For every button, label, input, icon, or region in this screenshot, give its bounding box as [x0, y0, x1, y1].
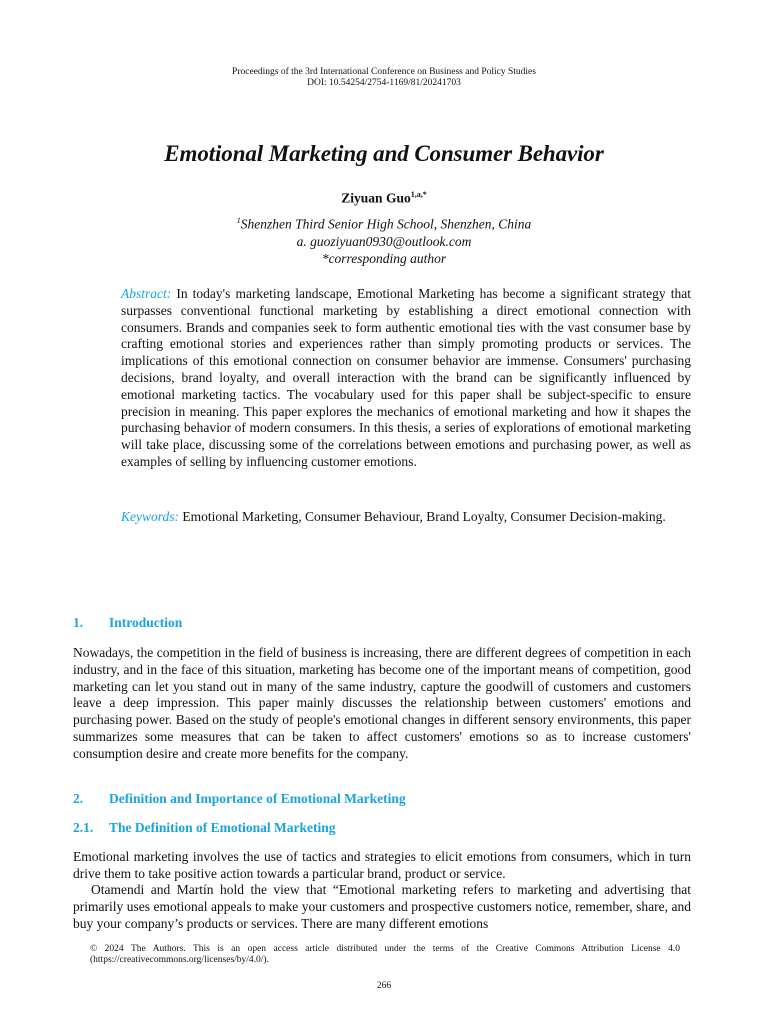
keywords — [121, 509, 691, 526]
subsection-number: 2.1. — [73, 820, 94, 835]
definition-paragraph-2: Otamendi and Martín hold the view that “Emotional marketing refers to marketing and advertising that primarily uses emotional appeals to make your customers and prospective customers notice, remember, share, and buy your company’s products or services. There are many different emotions — [73, 882, 691, 931]
section-number: 2. — [73, 791, 84, 806]
author-email: a. guoziyuan0930@outlook.com — [296, 233, 472, 249]
keywords-text: Emotional Marketing, Consumer Behaviour, Brand Loyalty, Consumer Decision-making. — [182, 509, 666, 524]
author-line — [0, 190, 768, 207]
affiliation-block — [0, 212, 768, 267]
keywords-label: Keywords: — [121, 509, 179, 524]
author-name: Ziyuan Guo — [341, 190, 411, 206]
section-number: 1. — [73, 615, 84, 630]
affiliation-institution: Shenzhen Third Senior High School, Shenzhen, China — [240, 216, 532, 232]
author-superscript: 1,a,* — [410, 190, 427, 199]
introduction-paragraph: Nowadays, the competition in the field of business is increasing, there are different degrees of competition in each industry, and in the face of this situation, marketing has become one of the important means of competition, good marketing can let you stand out in many of the same industry, capture the goodwill of customers and customers leave a deep impression. This paper mainly discusses the relationship between customers' emotions and purchasing power. Based on the study of people's emotional changes in different sensory environments, this paper summarizes some measures that can be taken to affect customers' emotions so as to increase customers' consumption desire and create more benefits for the company. — [73, 645, 691, 761]
section-heading-introduction — [73, 615, 182, 631]
affiliation-line — [0, 212, 768, 233]
corresponding-author-note: *corresponding author — [321, 250, 447, 266]
definition-paragraph-1: Emotional marketing involves the use of tactics and strategies to elicit emotions from consumers, which in turn drive them to take positive action towards a particular brand, product or service. — [73, 849, 691, 881]
header-proceedings: Proceedings of the 3rd International Conference on Business and Policy Studies — [232, 67, 536, 77]
abstract — [121, 286, 691, 471]
subsection-title: The Definition of Emotional Marketing — [109, 820, 336, 835]
paper-title: Emotional Marketing and Consumer Behavior — [164, 141, 604, 166]
abstract-text: In today's marketing landscape, Emotional Marketing has become a significant strategy that surpasses conventional functional marketing by establishing a direct emotional connection with consumers. Brands and companies seek to form authentic emotional ties with the vast consumer base by crafting emotional stories and experiences rather than simply promoting products or services. The implications of this emotional connection on consumer behavior are immense. Consumers' purchasing decisions, brand loyalty, and overall interaction with the brand can be significantly influenced by emotional marketing tactics. The vocabulary used for this paper shall be subject-specific to ensure precision in meaning. This paper explores the mechanics of emotional marketing and how it shapes the purchasing behavior of modern consumers. In this thesis, a series of explorations of emotional marketing will take place, discussing some of the correlations between emotions and purchasing power, as well as examples of selling by influencing customer emotions. — [121, 286, 691, 469]
section-heading-definition-importance — [73, 791, 406, 807]
abstract-label: Abstract: — [121, 286, 172, 301]
section-title: Introduction — [109, 615, 183, 630]
page-number: 266 — [376, 981, 392, 991]
subsection-heading-definition — [73, 820, 336, 836]
header-doi: DOI: 10.54254/2754-1169/81/20241703 — [307, 78, 461, 88]
license-note: © 2024 The Authors. This is an open access article distributed under the terms of the Creative Commons Attribution License 4.0 (https://creativecommons.org/licenses/by/4.0/). — [90, 944, 680, 965]
conference-header — [0, 67, 768, 89]
affiliation-superscript: 1 — [236, 216, 241, 225]
section-title: Definition and Importance of Emotional Marketing — [109, 791, 406, 806]
